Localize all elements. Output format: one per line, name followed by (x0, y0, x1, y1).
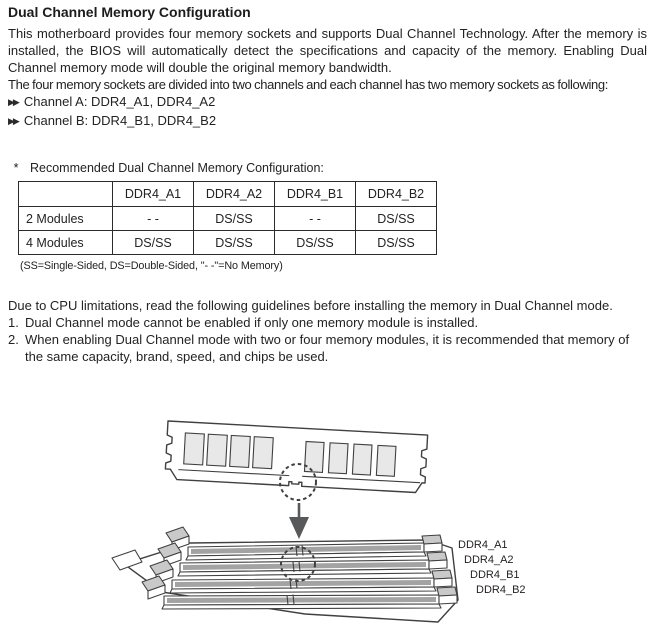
double-arrow-icon: ▶▶ (8, 116, 18, 126)
memory-chip (304, 441, 324, 472)
row-label-2-modules: 2 Modules (19, 207, 113, 231)
guideline-text: When enabling Dual Channel mode with two or four memory modules, it is recommended that memory of the same capacity, brand, speed, and chips be used. (25, 332, 630, 364)
dimm-slots-illustration (112, 527, 458, 622)
page-title: Dual Channel Memory Configuration (8, 4, 251, 20)
channel-b-label: Channel B: DDR4_B1, DDR4_B2 (23, 113, 217, 128)
memory-installation-diagram (0, 410, 654, 642)
asterisk-marker: * (13, 161, 19, 175)
slot-label-ddr4-b1: DDR4_B1 (470, 569, 520, 581)
table-header-row (19, 182, 437, 207)
table-row (19, 231, 437, 255)
guideline-item-2 (8, 331, 646, 365)
memory-chip (253, 437, 274, 469)
memory-chip (352, 444, 372, 475)
slot-label-ddr4-b2: DDR4_B2 (476, 584, 526, 596)
slot-labels (458, 539, 526, 596)
slot-label-ddr4-a1: DDR4_A1 (458, 539, 508, 551)
guideline-item-1 (8, 314, 646, 331)
header-ddr4-a2: DDR4_A2 (194, 182, 275, 207)
cell-4mod-a1: DS/SS (113, 231, 194, 255)
guidelines-section (8, 297, 646, 365)
header-empty-cell (19, 182, 113, 207)
table-caption: Recommended Dual Channel Memory Configuration: (30, 161, 324, 175)
dimm-slot-b2 (162, 595, 441, 609)
guidelines-intro: Due to CPU limitations, read the following guidelines before installing the memory in Dual Channel mode. (8, 298, 613, 313)
guideline-number: 2. (8, 332, 19, 347)
memory-chip (184, 433, 205, 465)
header-ddr4-b1: DDR4_B1 (275, 182, 356, 207)
cell-2mod-a2: DS/SS (194, 207, 275, 231)
memory-chip (207, 434, 228, 466)
intro-section (8, 25, 647, 131)
table-footnote: (SS=Single-Sided, DS=Double-Sided, "- -"=No Memory) (20, 260, 283, 272)
memory-config-table (18, 181, 437, 255)
header-ddr4-b2: DDR4_B2 (356, 182, 437, 207)
guideline-number: 1. (8, 315, 19, 330)
memory-chip (376, 445, 396, 476)
intro-paragraph: This motherboard provides four memory sockets and supports Dual Channel Technology. After the memory is installed, the BIOS will automatically detect the specifications and capacity of the memory. Enabling Dual Channel memory mode will double the original memory bandwidth. (8, 26, 647, 75)
double-arrow-icon: ▶▶ (8, 97, 18, 107)
guideline-text: Dual Channel mode cannot be enabled if only one memory module is installed. (25, 315, 479, 330)
cell-4mod-b1: DS/SS (275, 231, 356, 255)
insertion-arrow-icon (289, 503, 309, 539)
cell-4mod-b2: DS/SS (356, 231, 437, 255)
memory-module-illustration (165, 421, 428, 493)
dimm-slot-a2 (178, 560, 431, 576)
channel-a-line (8, 93, 647, 112)
memory-chip (328, 443, 348, 474)
recommended-config-section (8, 161, 437, 272)
channel-b-line (8, 112, 647, 131)
cell-2mod-b1: - - (275, 207, 356, 231)
cell-2mod-a1: - - (113, 207, 194, 231)
slot-label-ddr4-a2: DDR4_A2 (464, 554, 514, 566)
cell-4mod-a2: DS/SS (194, 231, 275, 255)
table-caption-row (8, 161, 437, 175)
table-row (19, 207, 437, 231)
sockets-summary-line: The four memory sockets are divided into two channels and each channel has two memory sockets as following: (8, 77, 609, 92)
row-label-4-modules: 4 Modules (19, 231, 113, 255)
memory-chip (230, 435, 251, 467)
header-ddr4-a1: DDR4_A1 (113, 182, 194, 207)
channel-a-label: Channel A: DDR4_A1, DDR4_A2 (23, 94, 216, 109)
cell-2mod-b2: DS/SS (356, 207, 437, 231)
